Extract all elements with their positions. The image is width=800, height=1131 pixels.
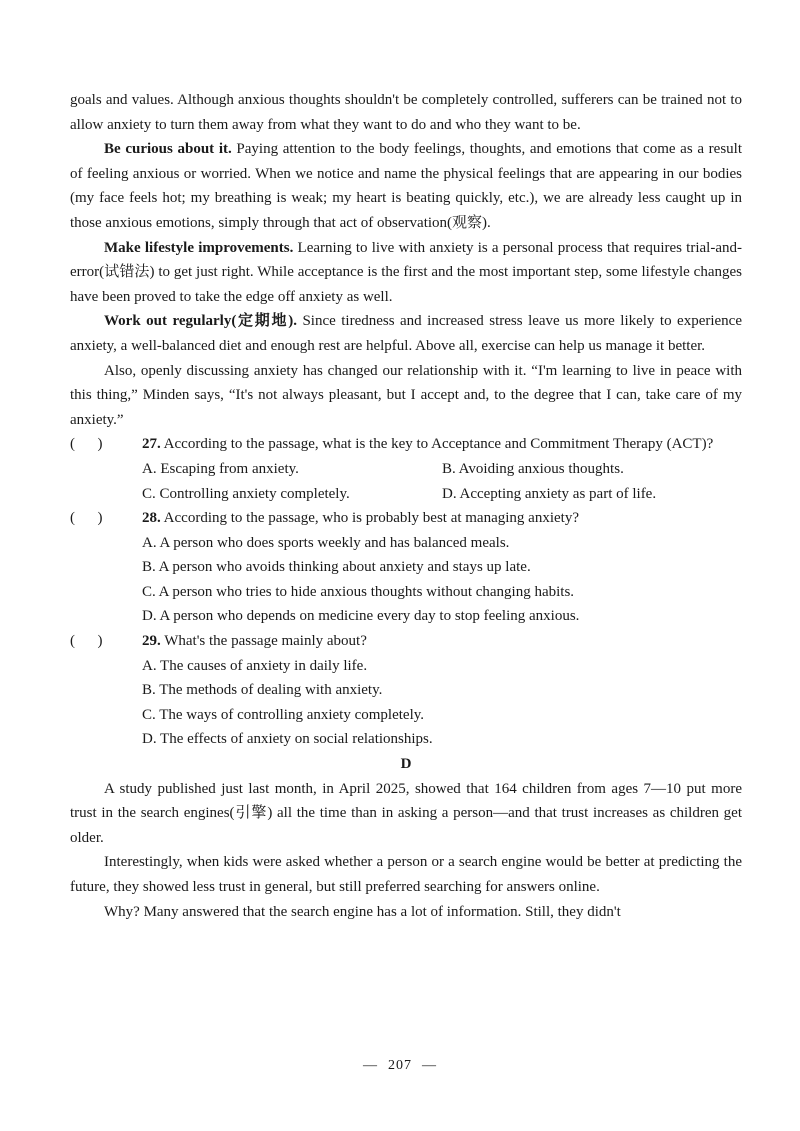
answer-blank-28[interactable]: ( ): [70, 510, 103, 527]
footer-dash-left: —: [363, 1058, 378, 1073]
footer-dash-right: —: [422, 1058, 437, 1073]
question-number-29: 29.: [142, 633, 161, 650]
question-text-27: According to the passage, what is the key to Acceptance and Commitment Therapy (ACT)?: [160, 436, 714, 453]
section-letter: D: [400, 756, 412, 773]
heading-curious: Be curious about it.: [104, 141, 232, 158]
option-28-d: D. A person who depends on medicine every day to stop feeling anxious.: [142, 608, 580, 625]
body-curious: Paying attention to the body feelings, thoughts, and emotions that come as a result of feeling anxious or worried. When we notice and name the physical feelings that are appearing in our bodies (my face feels hot; my breathing is weak; my heart is beating quickly, etc.), we are already less caught up in those anxious emotions, simply through that act of observation(观察).: [70, 141, 742, 231]
question-29: [70, 629, 742, 752]
option-27-d: D. Accepting anxiety as part of life.: [442, 485, 657, 502]
question-28: [70, 506, 742, 629]
question-number-27: 27.: [142, 436, 161, 453]
body-workout: Since tiredness and increased stress leave us more likely to experience anxiety, a well-balanced diet and enough rest are helpful. Above all, exercise can help us manage it better.: [70, 313, 742, 354]
heading-lifestyle: Make lifestyle improvements.: [104, 239, 294, 256]
answer-blank-27[interactable]: ( ): [70, 436, 103, 453]
page-content: [70, 88, 742, 924]
option-27-b: B. Avoiding anxious thoughts.: [442, 460, 624, 477]
paragraph-goals: goals and values. Although anxious thoughts shouldn't be completely controlled, sufferers can be trained not to allow anxiety to turn them away from what they want to do and who they want to be.: [70, 92, 742, 133]
option-29-a: A. The causes of anxiety in daily life.: [142, 657, 368, 674]
option-29-d: D. The effects of anxiety on social relationships.: [142, 731, 433, 748]
option-29-b: B. The methods of dealing with anxiety.: [142, 682, 383, 699]
body-lifestyle: Learning to live with anxiety is a personal process that requires trial-and-error(试错法) to get just right. While acceptance is the first and the most important step, some lifestyle changes have been proved to take the edge off anxiety as well.: [70, 239, 742, 305]
option-28-c: C. A person who tries to hide anxious thoughts without changing habits.: [142, 583, 575, 600]
paragraph-why: Why? Many answered that the search engine has a lot of information. Still, they didn't: [104, 903, 621, 920]
page-number: 207: [388, 1058, 412, 1073]
option-28-a: A. A person who does sports weekly and has balanced meals.: [142, 534, 510, 551]
question-27: [70, 432, 742, 506]
paragraph-study: A study published just last month, in April 2025, showed that 164 children from ages 7—10 put more trust in the search engines(引擎) all the time than in asking a person—and that trust increases as children get older.: [70, 780, 742, 846]
option-27-a: A. Escaping from anxiety.: [142, 460, 299, 477]
paragraph-curious: [70, 137, 742, 235]
question-text-29: What's the passage mainly about?: [160, 633, 367, 650]
paragraph-interestingly: Interestingly, when kids were asked whether a person or a search engine would be better at predicting the future, they showed less trust in general, but still preferred searching for answers online.: [70, 854, 742, 895]
option-28-b: B. A person who avoids thinking about anxiety and stays up late.: [142, 559, 531, 576]
answer-blank-29[interactable]: ( ): [70, 633, 103, 650]
question-text-28: According to the passage, who is probably best at managing anxiety?: [160, 510, 579, 527]
paragraph-workout: [70, 309, 742, 358]
question-number-28: 28.: [142, 510, 161, 527]
option-27-c: C. Controlling anxiety completely.: [142, 485, 350, 502]
option-29-c: C. The ways of controlling anxiety completely.: [142, 706, 425, 723]
page-footer: [0, 1058, 800, 1074]
heading-workout: Work out regularly(定期地).: [104, 313, 297, 330]
paragraph-also: Also, openly discussing anxiety has changed our relationship with it. “I'm learning to live in peace with this thing,” Minden says, “It's not always pleasant, but I accept and, to the degree that I can, take care of my anxiety.”: [70, 362, 742, 428]
paragraph-lifestyle: [70, 236, 742, 310]
